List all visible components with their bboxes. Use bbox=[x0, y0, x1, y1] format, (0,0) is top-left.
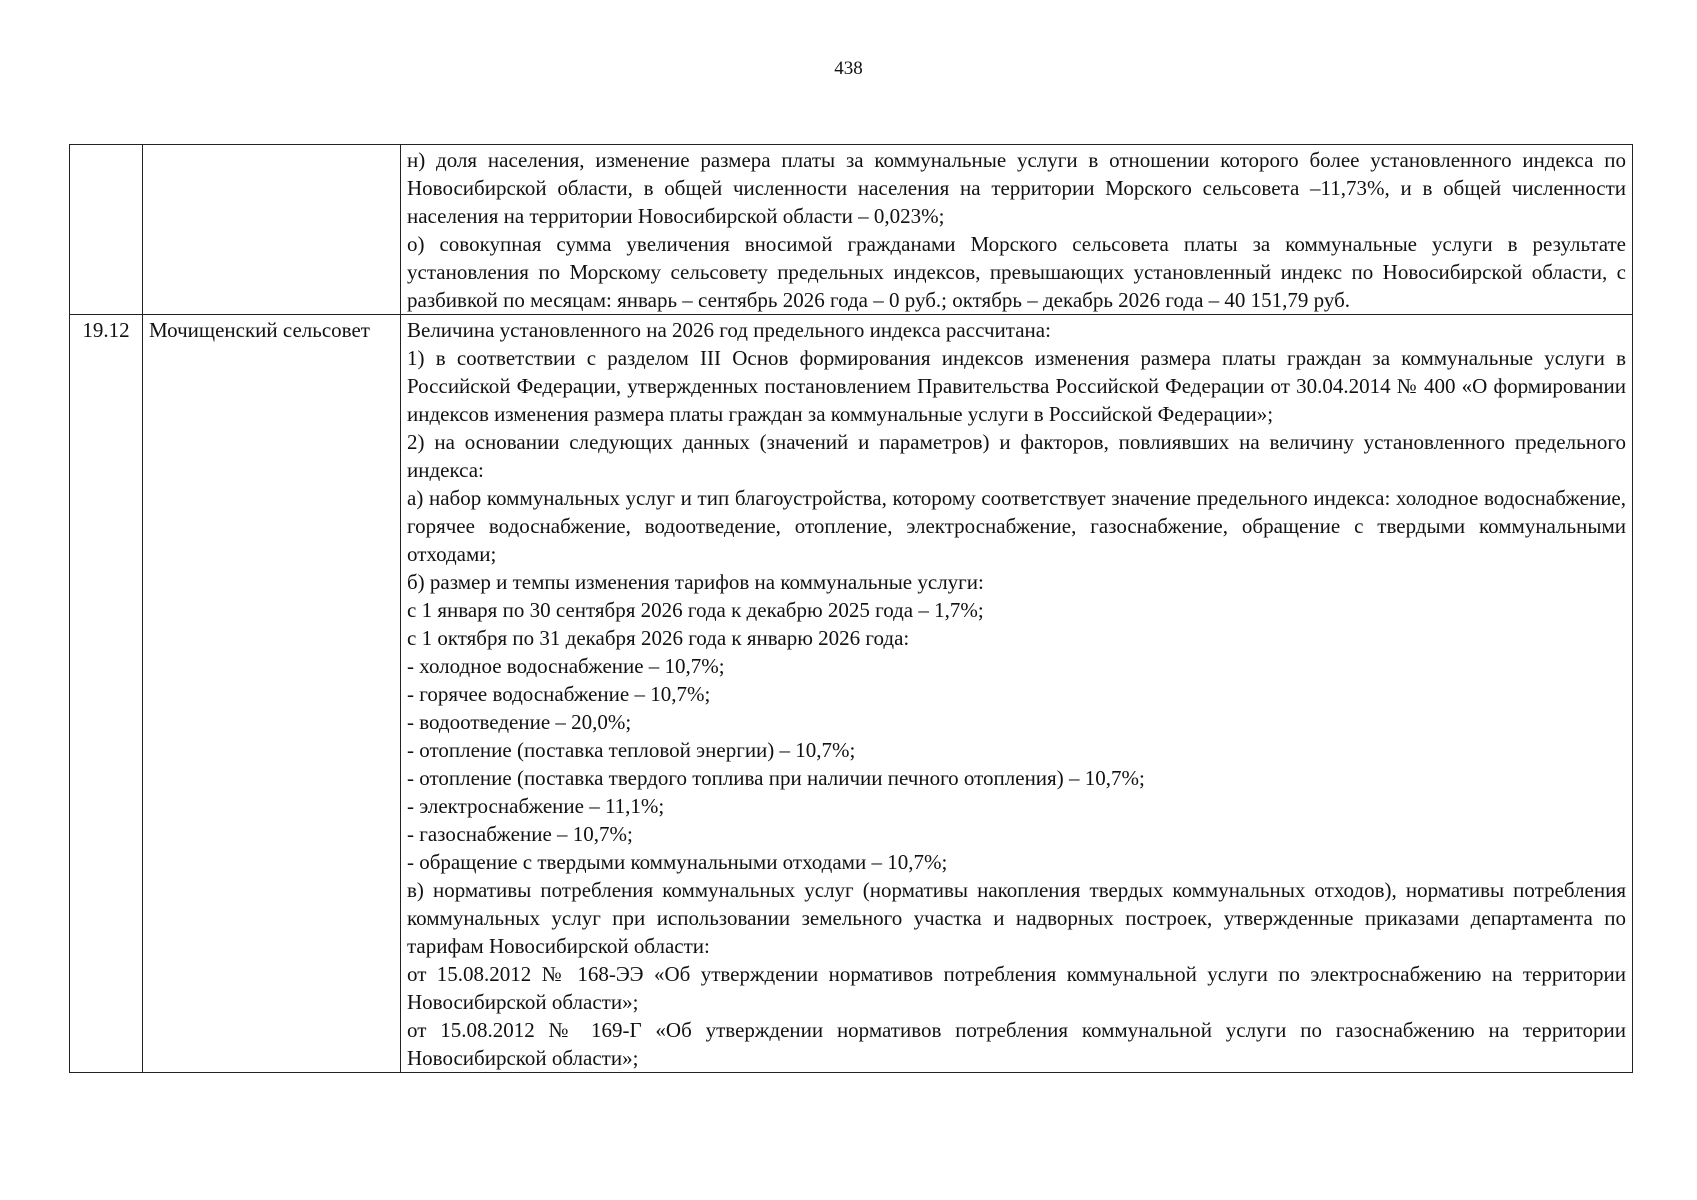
description-paragraph: с 1 января по 30 сентября 2026 года к декабрю 2025 года – 1,7%; bbox=[407, 598, 984, 622]
description-paragraph: - водоотведение – 20,0%; bbox=[407, 710, 632, 734]
description-cell bbox=[401, 315, 1633, 1073]
table-row bbox=[70, 315, 1633, 1073]
description-paragraph: 1) в соответствии с разделом III Основ формирования индексов изменения размера платы граждан за коммунальные услуги в Российской Федерации, утвержденных постановлением Правительства Российской Федерации от 30.04.2014 № 400 «О формировании индексов изменения размера платы граждан за коммунальные услуги в Российской Федерации»; bbox=[407, 346, 1626, 426]
description-paragraph: в) нормативы потребления коммунальных услуг (нормативы накопления твердых коммунальных отходов), нормативы потребления коммунальных услуг при использовании земельного участка и надворных построек, утвержденные приказами департамента по тарифам Новосибирской области: bbox=[407, 878, 1626, 958]
row-number-cell bbox=[70, 145, 143, 315]
description-paragraph: от 15.08.2012 № 169-Г «Об утверждении нормативов потребления коммунальной услуги по газоснабжению на территории Новосибирской области»; bbox=[407, 1018, 1626, 1070]
description-paragraph: а) набор коммунальных услуг и тип благоустройства, которому соответствует значение предельного индекса: холодное водоснабжение, горячее водоснабжение, водоотведение, отопление, электроснабжение, газоснабжение, обращение с твердыми коммунальными отходами; bbox=[407, 486, 1626, 566]
row-number-cell: 19.12 bbox=[70, 315, 143, 1073]
description-paragraph: б) размер и темпы изменения тарифов на коммунальные услуги: bbox=[407, 570, 984, 594]
description-paragraph: о) совокупная сумма увеличения вносимой гражданами Морского сельсовета платы за коммунальные услуги в результате установления по Морскому сельсовету предельных индексов, превышающих установленный индекс по Новосибирской области, с разбивкой по месяцам: январь – сентябрь 2026 года – 0 руб.; октябрь – декабрь 2026 года – 40 151,79 руб. bbox=[407, 232, 1626, 312]
description-paragraph: Величина установленного на 2026 год предельного индекса рассчитана: bbox=[407, 318, 1051, 342]
page-number: 438 bbox=[834, 58, 863, 79]
description-paragraph: н) доля населения, изменение размера платы за коммунальные услуги в отношении которого более установленного индекса по Новосибирской области, в общей численности населения на территории Морского сельсовета –11,73%, и в общей численности населения на территории Новосибирской области – 0,023%; bbox=[407, 148, 1626, 228]
description-cell bbox=[401, 145, 1633, 315]
description-paragraph: - газоснабжение – 10,7%; bbox=[407, 822, 633, 846]
description-paragraph: - обращение с твердыми коммунальными отходами – 10,7%; bbox=[407, 850, 948, 874]
table-row bbox=[70, 145, 1633, 315]
description-paragraph: - электроснабжение – 11,1%; bbox=[407, 794, 665, 818]
description-paragraph: - холодное водоснабжение – 10,7%; bbox=[407, 654, 725, 678]
municipality-name-cell: Мочищенский сельсовет bbox=[143, 315, 401, 1073]
table-body bbox=[70, 145, 1633, 1073]
description-paragraph: с 1 октября по 31 декабря 2026 года к январю 2026 года: bbox=[407, 626, 910, 650]
indices-table bbox=[69, 144, 1633, 1073]
description-paragraph: от 15.08.2012 № 168-ЭЭ «Об утверждении нормативов потребления коммунальной услуги по электроснабжению на территории Новосибирской области»; bbox=[407, 962, 1626, 1014]
description-paragraph: - отопление (поставка твердого топлива при наличии печного отопления) – 10,7%; bbox=[407, 766, 1145, 790]
municipality-name-cell bbox=[143, 145, 401, 315]
description-paragraph: 2) на основании следующих данных (значений и параметров) и факторов, повлиявших на величину установленного предельного индекса: bbox=[407, 430, 1626, 482]
description-paragraph: - отопление (поставка тепловой энергии) – 10,7%; bbox=[407, 738, 856, 762]
description-paragraph: - горячее водоснабжение – 10,7%; bbox=[407, 682, 711, 706]
